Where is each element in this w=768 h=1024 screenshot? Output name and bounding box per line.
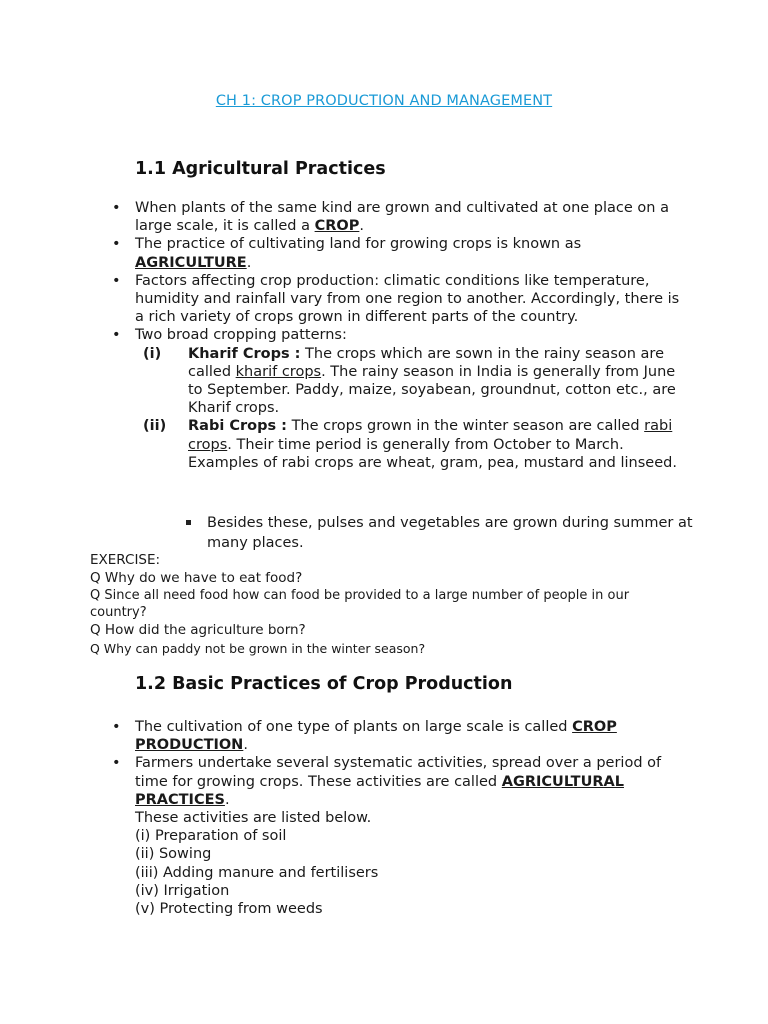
list-item-agricultural-practices: • Farmers undertake several systematic activities, spread over a period of time for growing crops. These activities are called AGRICULTURAL PRACTICES. These activities are listed below. (i) Preparation of soil (ii) Sowing (iii) Adding manure and fertilisers (iv) Irrigation (v) Protecting from weeds xyxy=(110,754,690,918)
activities-intro: These activities are listed below. xyxy=(135,810,372,827)
exercise-q1: Q Why do we have to eat food? xyxy=(90,570,303,586)
cropping-patterns-sublist xyxy=(135,345,690,472)
term-kharif-crops: kharif crops xyxy=(235,363,322,380)
list-item-agriculture-definition: • The practice of cultivating land for growing crops is known as AGRICULTURE. xyxy=(110,235,690,271)
activity-item: (iv) Irrigation xyxy=(135,882,230,899)
practices-list xyxy=(110,199,690,472)
list-item-factors: • Factors affecting crop production: climatic conditions like temperature, humidity and rainfall vary from one region to another. Accordingly, there is a rich variety of crops grown in different parts of the country. xyxy=(110,272,690,327)
activity-item: (iii) Adding manure and fertilisers xyxy=(135,864,379,881)
term-crop: CROP xyxy=(314,218,360,235)
exercise-q2: Q Since all need food how can food be provided to a large number of people in our country? xyxy=(90,588,630,620)
kharif-label: Kharif Crops : xyxy=(188,345,301,362)
activity-item: (ii) Sowing xyxy=(135,846,212,863)
rabi-label: Rabi Crops : xyxy=(188,418,287,435)
list-item-crop-definition: • When plants of the same kind are grown and cultivated at one place on a large scale, it is called a CROP. xyxy=(110,199,690,235)
term-agriculture: AGRICULTURE xyxy=(135,254,247,271)
list-item-crop-production: • The cultivation of one type of plants on large scale is called CROP PRODUCTION. xyxy=(110,718,690,754)
term-rabi-crops: rabi crops xyxy=(188,418,673,453)
exercise-q3: Q How did the agriculture born? xyxy=(90,622,306,638)
section-heading-1: 1.1 Agricultural Practices xyxy=(135,159,386,179)
term-agricultural-practices: AGRICULTURAL PRACTICES xyxy=(135,773,624,808)
term-crop-production: CROP PRODUCTION xyxy=(135,719,617,754)
section-heading-2: 1.2 Basic Practices of Crop Production xyxy=(135,674,513,694)
list-item-cropping-patterns: • Two broad cropping patterns: (i) Kharif Crops : The crops which are sown in the rainy season are called kharif crops. The rainy season in India is generally from June to September. Paddy, maize, soyabean, groundnut, cotton etc., are Kharif crops. (ii) Rabi Crops : The crops grown in the winter season are called rabi crops. Their time period is generally from October to March. Examples of rabi crops are wheat, gram, pea, mustard and linseed. xyxy=(110,326,690,472)
sublist-item-kharif: (i) Kharif Crops : The crops which are sown in the rainy season are called kharif crops. The rainy season in India is generally from June to September. Paddy, maize, soyabean, groundnut, cotton etc., are Kharif crops. xyxy=(143,345,676,417)
activity-item: (i) Preparation of soil xyxy=(135,828,287,845)
chapter-title: CH 1: CROP PRODUCTION AND MANAGEMENT xyxy=(215,93,553,109)
exercise-q4: Q Why can paddy not be grown in the winter season? xyxy=(90,641,426,656)
exercise-label: EXERCISE: xyxy=(90,552,161,568)
besides-note: Besides these, pulses and vegetables are grown during summer at many places. xyxy=(186,513,707,553)
sublist-item-rabi: (ii) Rabi Crops : The crops grown in the winter season are called rabi crops. Their time period is generally from October to March. Examples of rabi crops are wheat, gram, pea, mustard and linseed. xyxy=(143,418,677,471)
basic-practices-list xyxy=(110,718,690,918)
activity-item: (v) Protecting from weeds xyxy=(135,901,323,918)
